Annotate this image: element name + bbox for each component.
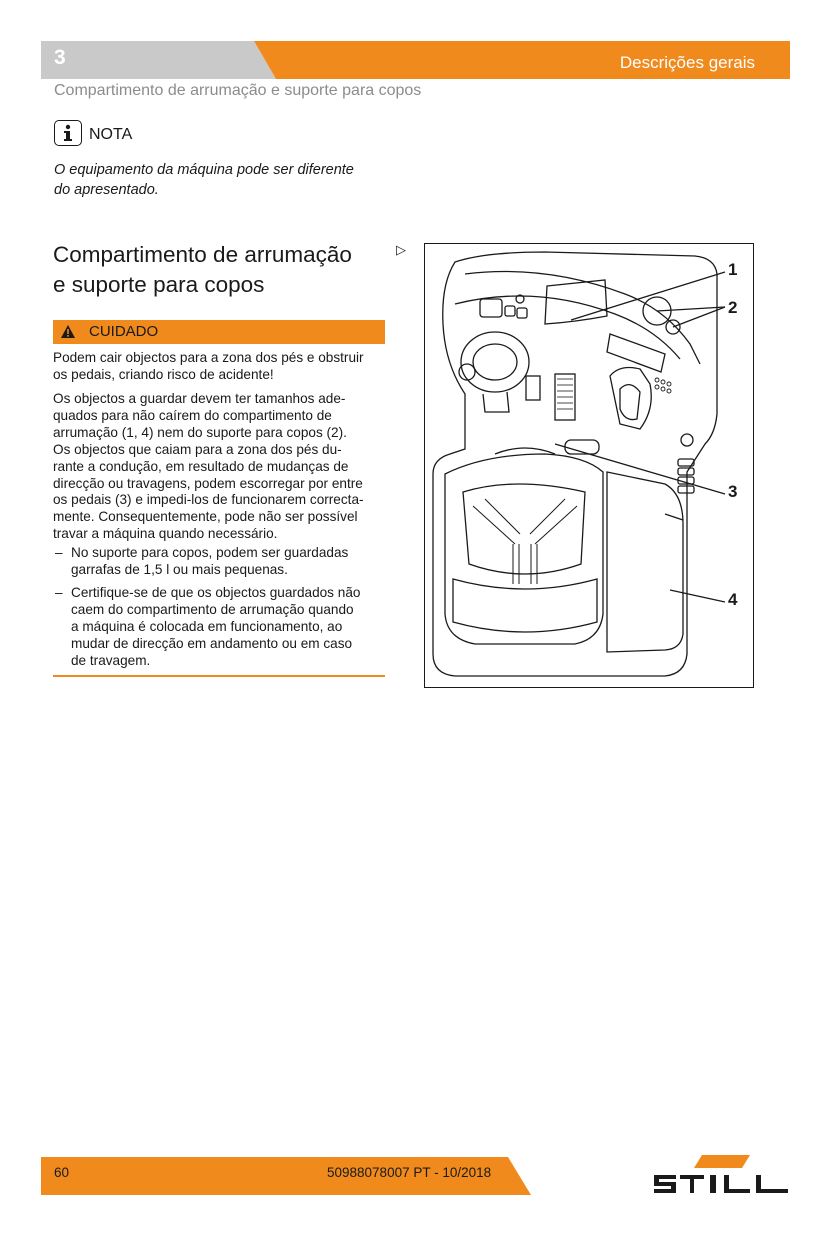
page-number: 60 (54, 1165, 70, 1180)
chapter-title: Descrições gerais (619, 53, 755, 72)
caution-label: CUIDADO (89, 323, 159, 340)
callout-label: 1 (728, 260, 738, 279)
text-line: os pedais, criando risco de acidente! (53, 366, 274, 382)
text-line: direcção ou travagens, podem escorregar por entre (53, 475, 363, 491)
text-line: Os objectos a guardar devem ter tamanhos ade- (53, 391, 346, 406)
text-line: Podem cair objectos para a zona dos pés e obstruir (53, 350, 364, 365)
chapter-number: 3 (54, 46, 66, 69)
text-line: arrumação (1, 4) nem do suporte para copos (2). (53, 424, 347, 440)
text-line: caem do compartimento de arrumação quando (71, 601, 354, 617)
cabin-illustration (424, 243, 754, 688)
text-line: os pedais (3) e impedi-los de funcionarem correcta- (53, 492, 364, 508)
bullet-item (71, 585, 391, 670)
text-line: travar a máquina quando necessário. (53, 526, 278, 542)
info-icon (54, 120, 82, 146)
callout-label: 4 (728, 590, 738, 609)
note-label: NOTA (89, 126, 133, 143)
text-line: mente. Consequentemente, pode não ser possível (53, 509, 358, 525)
section-title (53, 240, 393, 300)
warning-triangle-icon (60, 324, 76, 344)
section-title-line: Compartimento de arrumação (53, 242, 352, 267)
section-title-line: e suporte para copos (53, 272, 265, 297)
section-end-rule (53, 675, 385, 677)
text-line: rante a condução, em resultado de mudanças de (53, 458, 349, 474)
document-id: 50988078007 PT - 10/2018 (327, 1165, 492, 1180)
running-title: Compartimento de arrumação e suporte para copos (54, 82, 422, 99)
text-line: a máquina é colocada em funcionamento, ao (71, 618, 343, 634)
callout-label: 3 (728, 482, 738, 501)
text-line: garrafas de 1,5 l ou mais pequenas. (71, 561, 288, 577)
text-line: No suporte para copos, podem ser guardadas (71, 545, 349, 560)
text-line: de travagem. (71, 652, 151, 668)
note-text-line: O equipamento da máquina pode ser diferente (54, 162, 354, 178)
text-line: quados para não caírem do compartimento de (53, 407, 332, 423)
caution-body (53, 391, 388, 543)
text-line: Os objectos que caiam para a zona dos pés du- (53, 441, 342, 457)
text-line: mudar de direcção em andamento ou em caso (71, 635, 353, 651)
continue-marker-icon: ▷ (396, 242, 406, 257)
caution-intro (53, 350, 388, 384)
bullet-dash: – (55, 545, 63, 560)
still-logo (654, 1155, 790, 1195)
bullet-dash: – (55, 585, 63, 600)
text-line: Certifique-se de que os objectos guardados não (71, 585, 361, 600)
note-text-line: do apresentado. (54, 182, 159, 198)
callout-label: 2 (728, 298, 738, 317)
bullet-item (71, 545, 391, 579)
note-text (54, 160, 394, 200)
